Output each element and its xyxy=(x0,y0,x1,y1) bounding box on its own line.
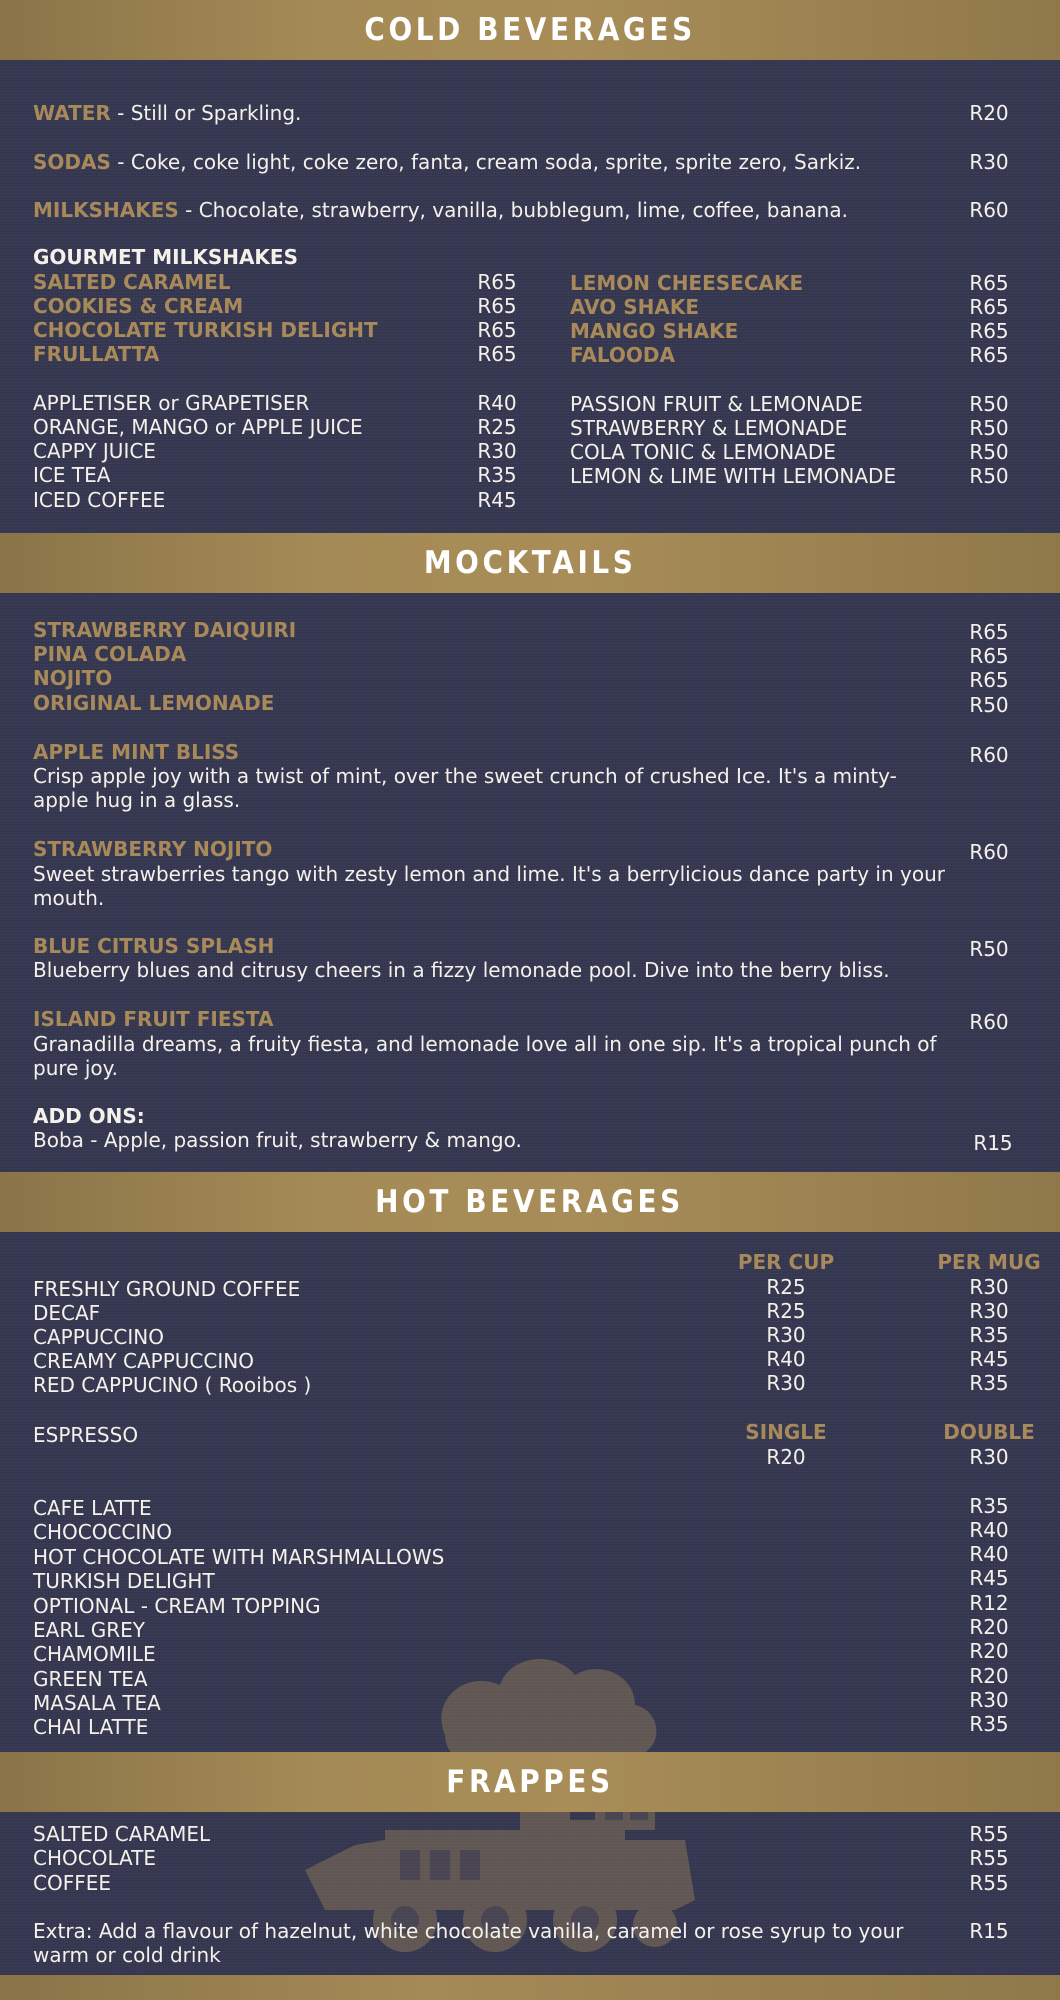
item-price: R15 xyxy=(973,1131,1013,1155)
item-price: R65 xyxy=(477,318,517,342)
menu-item-milkshakes xyxy=(33,198,848,222)
menu-item-gourmet: MANGO SHAKE xyxy=(570,319,739,343)
menu-item-hot: GREEN TEA xyxy=(33,1667,148,1691)
item-desc: - Still or Sparkling. xyxy=(110,101,302,125)
menu-item-lemonade: LEMON & LIME WITH LEMONADE xyxy=(570,464,897,488)
menu-item-frappe: COFFEE xyxy=(33,1871,111,1895)
item-price: R60 xyxy=(969,840,1009,864)
section-title-frappes: FRAPPES xyxy=(446,1764,614,1800)
menu-item-coffee: CREAMY CAPPUCCINO xyxy=(33,1349,254,1373)
item-price: R65 xyxy=(477,270,517,294)
menu-item-gourmet: CHOCOLATE TURKISH DELIGHT xyxy=(33,318,378,342)
item-price: R50 xyxy=(969,440,1009,464)
section-title-hot: HOT BEVERAGES xyxy=(375,1184,685,1220)
menu-item-lemonade: COLA TONIC & LEMONADE xyxy=(570,440,836,464)
menu-item-mocktail-featured: STRAWBERRY NOJITO xyxy=(33,837,273,861)
item-description: Granadilla dreams, a fruity fiesta, and lemonade love all in one sip. It's a tropical punch of pure joy. xyxy=(33,1032,937,1080)
item-price: R15 xyxy=(969,1919,1009,1943)
item-price: R65 xyxy=(477,294,517,318)
menu-item-coffee: CAPPUCCINO xyxy=(33,1325,164,1349)
menu-item-lemonade: PASSION FRUIT & LEMONADE xyxy=(570,392,863,416)
item-price-mug: R30 xyxy=(969,1275,1009,1299)
menu-item-frappe: CHOCOLATE xyxy=(33,1846,157,1870)
item-price: R20 xyxy=(969,1639,1009,1663)
menu-item-hot: TURKISH DELIGHT xyxy=(33,1569,215,1593)
column-header-double: DOUBLE xyxy=(943,1420,1035,1444)
menu-item-gourmet: FRULLATTA xyxy=(33,342,160,366)
item-price: R40 xyxy=(969,1518,1009,1542)
item-description: Sweet strawberries tango with zesty lemon and lime. It's a berrylicious dance party in your mouth. xyxy=(33,862,945,910)
menu-item-gourmet: FALOODA xyxy=(570,343,675,367)
menu-item-gourmet: SALTED CARAMEL xyxy=(33,270,231,294)
item-price: R20 xyxy=(969,1615,1009,1639)
item-name: MILKSHAKES xyxy=(33,198,179,222)
item-price: R65 xyxy=(969,620,1009,644)
item-desc: - Chocolate, strawberry, vanilla, bubblegum, lime, coffee, banana. xyxy=(178,198,848,222)
column-header-per-cup: PER CUP xyxy=(737,1250,835,1274)
item-price: R65 xyxy=(969,644,1009,668)
menu-item-sodas xyxy=(33,150,861,174)
item-price: R55 xyxy=(969,1822,1009,1846)
menu-item-juice: ICE TEA xyxy=(33,463,111,487)
item-description: Blueberry blues and citrusy cheers in a fizzy lemonade pool. Dive into the berry bliss. xyxy=(33,958,890,982)
menu-item-juice: APPLETISER or GRAPETISER xyxy=(33,391,310,415)
menu-item-gourmet: LEMON CHEESECAKE xyxy=(570,271,804,295)
item-price: R45 xyxy=(969,1566,1009,1590)
menu-item-mocktail-featured: BLUE CITRUS SPLASH xyxy=(33,934,275,958)
bottom-band xyxy=(0,1975,1060,2000)
section-band-hot xyxy=(0,1172,1060,1232)
item-price: R20 xyxy=(969,101,1009,125)
section-title-cold: COLD BEVERAGES xyxy=(364,12,696,48)
item-price-mug: R35 xyxy=(969,1371,1009,1395)
frappe-extra-note: Extra: Add a flavour of hazelnut, white chocolate vanilla, caramel or rose syrup to your warm or cold drink xyxy=(33,1919,904,1967)
item-price: R55 xyxy=(969,1871,1009,1895)
item-price: R50 xyxy=(969,416,1009,440)
menu-item-juice: ORANGE, MANGO or APPLE JUICE xyxy=(33,415,363,439)
item-price: R30 xyxy=(477,439,517,463)
menu-item-hot: HOT CHOCOLATE WITH MARSHMALLOWS xyxy=(33,1545,445,1569)
menu-item-mocktail: NOJITO xyxy=(33,666,113,690)
menu-item-hot: CAFE LATTE xyxy=(33,1496,152,1520)
item-price: R25 xyxy=(477,415,517,439)
item-price-mug: R30 xyxy=(969,1299,1009,1323)
item-price: R65 xyxy=(477,342,517,366)
item-price: R35 xyxy=(969,1494,1009,1518)
item-price: R60 xyxy=(969,198,1009,222)
item-price: R30 xyxy=(969,150,1009,174)
menu-item-coffee: DECAF xyxy=(33,1301,101,1325)
item-price: R40 xyxy=(477,391,517,415)
item-name: WATER xyxy=(33,101,111,125)
menu-item-coffee: FRESHLY GROUND COFFEE xyxy=(33,1277,301,1301)
menu-item-mocktail: STRAWBERRY DAIQUIRI xyxy=(33,618,297,642)
menu-item-hot: CHAMOMILE xyxy=(33,1642,156,1666)
item-price: R12 xyxy=(969,1591,1009,1615)
item-price: R35 xyxy=(969,1712,1009,1736)
menu-item-hot: CHAI LATTE xyxy=(33,1715,149,1739)
item-price-cup: R40 xyxy=(766,1347,806,1371)
item-price-cup: R25 xyxy=(766,1275,806,1299)
item-desc: - Coke, coke light, coke zero, fanta, cream soda, sprite, sprite zero, Sarkiz. xyxy=(110,150,862,174)
item-price: R65 xyxy=(969,271,1009,295)
item-name: SODAS xyxy=(33,150,111,174)
menu-item-lemonade: STRAWBERRY & LEMONADE xyxy=(570,416,848,440)
item-price-mug: R45 xyxy=(969,1347,1009,1371)
menu-item-hot: CHOCOCCINO xyxy=(33,1520,172,1544)
column-header-per-mug: PER MUG xyxy=(937,1250,1041,1274)
menu-item-mocktail: ORIGINAL LEMONADE xyxy=(33,691,275,715)
item-price-double: R30 xyxy=(969,1445,1009,1469)
item-price: R65 xyxy=(969,343,1009,367)
section-band-frappes xyxy=(0,1752,1060,1812)
section-title-mocktails: MOCKTAILS xyxy=(423,545,637,581)
item-price: R50 xyxy=(969,937,1009,961)
menu-item-espresso: ESPRESSO xyxy=(33,1423,139,1447)
column-header-single: SINGLE xyxy=(745,1420,827,1444)
menu-item-frappe: SALTED CARAMEL xyxy=(33,1822,211,1846)
item-price-cup: R25 xyxy=(766,1299,806,1323)
item-price: R55 xyxy=(969,1846,1009,1870)
item-price: R65 xyxy=(969,319,1009,343)
item-price: R20 xyxy=(969,1664,1009,1688)
item-price: R65 xyxy=(969,668,1009,692)
item-price: R60 xyxy=(969,743,1009,767)
item-price: R60 xyxy=(969,1010,1009,1034)
item-price: R35 xyxy=(477,463,517,487)
item-price: R50 xyxy=(969,693,1009,717)
menu-item-hot: OPTIONAL - CREAM TOPPING xyxy=(33,1594,321,1618)
item-price-cup: R30 xyxy=(766,1371,806,1395)
item-price: R30 xyxy=(969,1688,1009,1712)
item-price-single: R20 xyxy=(766,1445,806,1469)
section-band-mocktails xyxy=(0,533,1060,593)
item-description: Crisp apple joy with a twist of mint, over the sweet crunch of crushed Ice. It's a minty-apple hug in a glass. xyxy=(33,764,897,812)
menu-item-juice: CAPPY JUICE xyxy=(33,439,156,463)
section-band-cold xyxy=(0,0,1060,60)
menu-item-gourmet: COOKIES & CREAM xyxy=(33,294,244,318)
menu-item-coffee: RED CAPPUCINO ( Rooibos ) xyxy=(33,1373,312,1397)
item-price: R50 xyxy=(969,464,1009,488)
item-price: R50 xyxy=(969,392,1009,416)
menu-item-hot: MASALA TEA xyxy=(33,1691,161,1715)
menu-item-gourmet: AVO SHAKE xyxy=(570,295,699,319)
item-price-mug: R35 xyxy=(969,1323,1009,1347)
item-price: R65 xyxy=(969,295,1009,319)
menu-item-juice: ICED COFFEE xyxy=(33,488,166,512)
item-price: R45 xyxy=(477,488,517,512)
menu-item-mocktail-featured: APPLE MINT BLISS xyxy=(33,740,240,764)
item-price: R40 xyxy=(969,1542,1009,1566)
item-price-cup: R30 xyxy=(766,1323,806,1347)
gourmet-heading: GOURMET MILKSHAKES xyxy=(33,245,298,269)
menu-item-mocktail: PINA COLADA xyxy=(33,642,187,666)
addons-description: Boba - Apple, passion fruit, strawberry & mango. xyxy=(33,1128,522,1152)
addons-heading: ADD ONS: xyxy=(33,1104,145,1128)
menu-item-mocktail-featured: ISLAND FRUIT FIESTA xyxy=(33,1007,274,1031)
menu-item-hot: EARL GREY xyxy=(33,1618,145,1642)
menu-item-water xyxy=(33,101,301,125)
